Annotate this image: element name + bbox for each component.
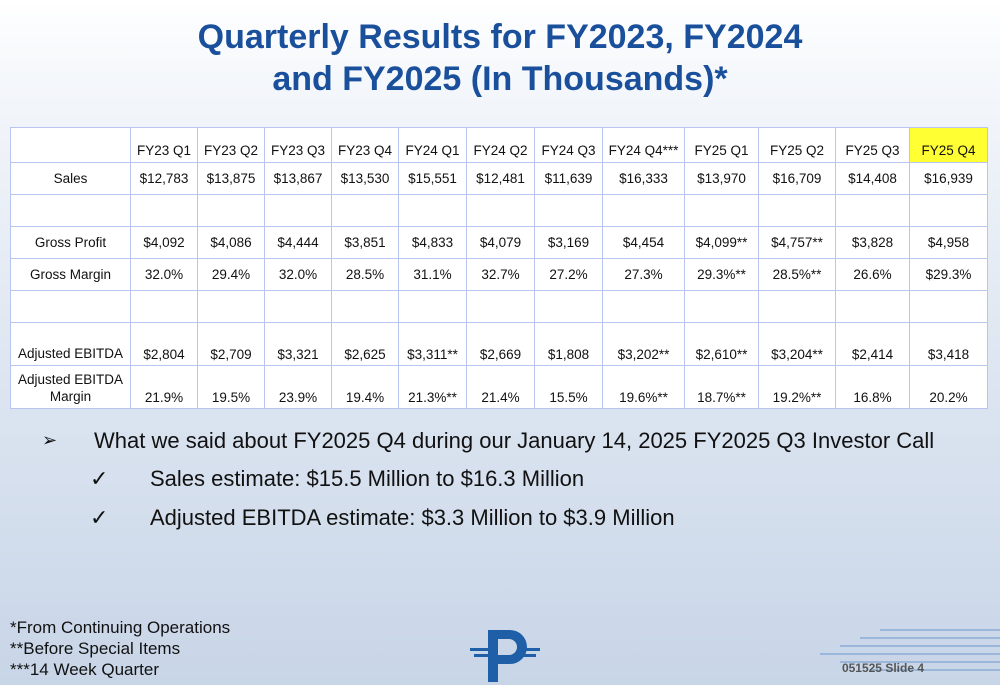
table-cell: $13,530 bbox=[332, 163, 399, 195]
table-cell: $4,757** bbox=[759, 227, 836, 259]
table-cell: $12,481 bbox=[467, 163, 535, 195]
table-cell: $13,867 bbox=[265, 163, 332, 195]
table-row-spacer bbox=[11, 291, 988, 323]
table-row-gross-profit bbox=[11, 227, 988, 259]
table-cell: 21.4% bbox=[467, 366, 535, 409]
table-cell bbox=[910, 291, 988, 323]
table-cell bbox=[11, 291, 131, 323]
table-cell bbox=[265, 291, 332, 323]
table-cell: 29.3%** bbox=[685, 259, 759, 291]
title-line-1: Quarterly Results for FY2023, FY2024 bbox=[197, 18, 803, 56]
table-cell bbox=[603, 291, 685, 323]
table-cell: 31.1% bbox=[399, 259, 467, 291]
footnote-1: *From Continuing Operations bbox=[10, 618, 231, 637]
table-cell: 28.5%** bbox=[759, 259, 836, 291]
table-cell: $13,875 bbox=[198, 163, 265, 195]
table-cell: 16.8% bbox=[836, 366, 910, 409]
table-cell: $4,833 bbox=[399, 227, 467, 259]
quarterly-results-table bbox=[10, 127, 988, 409]
header-cell: FY23 Q4 bbox=[332, 128, 399, 163]
table-cell: $2,669 bbox=[467, 323, 535, 366]
table-cell: $4,958 bbox=[910, 227, 988, 259]
table-cell: 15.5% bbox=[535, 366, 603, 409]
table-cell: $3,202** bbox=[603, 323, 685, 366]
table-row-sales bbox=[11, 163, 988, 195]
row-label: Adjusted EBITDA bbox=[11, 323, 131, 366]
table-row-adjusted-ebitda bbox=[11, 323, 988, 366]
table-cell bbox=[685, 195, 759, 227]
table-cell: $3,311** bbox=[399, 323, 467, 366]
table-cell bbox=[759, 291, 836, 323]
table-cell: $4,454 bbox=[603, 227, 685, 259]
table-cell bbox=[910, 195, 988, 227]
table-cell: $3,321 bbox=[265, 323, 332, 366]
row-label: Gross Margin bbox=[11, 259, 131, 291]
table-cell: $4,092 bbox=[131, 227, 198, 259]
table-cell bbox=[399, 195, 467, 227]
table-cell: 28.5% bbox=[332, 259, 399, 291]
header-cell: FY23 Q3 bbox=[265, 128, 332, 163]
table-cell bbox=[467, 291, 535, 323]
table-cell bbox=[399, 291, 467, 323]
table-cell bbox=[131, 291, 198, 323]
table-cell bbox=[131, 195, 198, 227]
table-cell bbox=[836, 195, 910, 227]
arrow-bullet-icon: ➢ bbox=[42, 430, 58, 450]
table-cell: $14,408 bbox=[836, 163, 910, 195]
table-cell: 29.4% bbox=[198, 259, 265, 291]
table-cell bbox=[11, 195, 131, 227]
table-cell: $2,414 bbox=[836, 323, 910, 366]
table-cell bbox=[535, 291, 603, 323]
table-cell: 26.6% bbox=[836, 259, 910, 291]
decorative-streaks bbox=[760, 628, 1000, 685]
table-cell bbox=[759, 195, 836, 227]
table-cell: $16,709 bbox=[759, 163, 836, 195]
table-header-row bbox=[11, 128, 988, 163]
header-cell: FY24 Q2 bbox=[467, 128, 535, 163]
row-label: Adjusted EBITDA Margin bbox=[11, 366, 131, 409]
table-cell: $2,610** bbox=[685, 323, 759, 366]
check-icon: ✓ bbox=[90, 466, 109, 491]
table-row-spacer bbox=[11, 195, 988, 227]
main-bullet-text: What we said about FY2025 Q4 during our January 14, 2025 FY2025 Q3 Investor Call bbox=[94, 428, 935, 453]
table-cell: 27.2% bbox=[535, 259, 603, 291]
table-row-adjusted-ebitda-margin bbox=[11, 366, 988, 409]
table-cell bbox=[198, 195, 265, 227]
table-cell: $1,808 bbox=[535, 323, 603, 366]
table-cell: $2,625 bbox=[332, 323, 399, 366]
table-cell: $13,970 bbox=[685, 163, 759, 195]
table-cell: $4,079 bbox=[467, 227, 535, 259]
table-cell: 19.5% bbox=[198, 366, 265, 409]
table-cell: $3,169 bbox=[535, 227, 603, 259]
table-cell: 32.0% bbox=[265, 259, 332, 291]
header-cell: FY25 Q3 bbox=[836, 128, 910, 163]
table-cell bbox=[198, 291, 265, 323]
table-cell: 32.7% bbox=[467, 259, 535, 291]
header-cell: FY25 Q2 bbox=[759, 128, 836, 163]
header-cell bbox=[11, 128, 131, 163]
row-label: Sales bbox=[11, 163, 131, 195]
table-cell bbox=[332, 291, 399, 323]
header-cell: FY25 Q1 bbox=[685, 128, 759, 163]
table-cell bbox=[535, 195, 603, 227]
slide-number: 051525 Slide 4 bbox=[841, 661, 924, 675]
table-cell: $11,639 bbox=[535, 163, 603, 195]
sub-bullet-text: Adjusted EBITDA estimate: $3.3 Million to $3.9 Million bbox=[150, 505, 675, 530]
table-cell: 20.2% bbox=[910, 366, 988, 409]
table-cell: 23.9% bbox=[265, 366, 332, 409]
table-cell bbox=[265, 195, 332, 227]
table-cell: 21.9% bbox=[131, 366, 198, 409]
table-cell: $29.3% bbox=[910, 259, 988, 291]
table-cell: 19.4% bbox=[332, 366, 399, 409]
table-cell: 19.6%** bbox=[603, 366, 685, 409]
table-cell: 32.0% bbox=[131, 259, 198, 291]
header-cell-highlighted: FY25 Q4 bbox=[910, 128, 988, 163]
table-cell bbox=[685, 291, 759, 323]
table-cell: $4,086 bbox=[198, 227, 265, 259]
check-icon: ✓ bbox=[90, 505, 109, 530]
table-cell: 19.2%** bbox=[759, 366, 836, 409]
table-cell: $2,709 bbox=[198, 323, 265, 366]
slide-title bbox=[0, 16, 1000, 100]
table-cell bbox=[332, 195, 399, 227]
header-cell: FY24 Q4*** bbox=[603, 128, 685, 163]
table-cell: 21.3%** bbox=[399, 366, 467, 409]
row-label: Gross Profit bbox=[11, 227, 131, 259]
table-cell bbox=[467, 195, 535, 227]
table-row-gross-margin bbox=[11, 259, 988, 291]
header-cell: FY23 Q1 bbox=[131, 128, 198, 163]
title-line-2: and FY2025 (In Thousands)* bbox=[272, 60, 728, 98]
sub-bullet-text: Sales estimate: $15.5 Million to $16.3 Million bbox=[150, 466, 585, 491]
table-cell: $3,418 bbox=[910, 323, 988, 366]
table-cell: $3,851 bbox=[332, 227, 399, 259]
header-cell: FY24 Q1 bbox=[399, 128, 467, 163]
table-cell bbox=[603, 195, 685, 227]
table-cell: $16,939 bbox=[910, 163, 988, 195]
table-cell: $2,804 bbox=[131, 323, 198, 366]
footnote-3: ***14 Week Quarter bbox=[10, 660, 159, 679]
table-cell: $3,204** bbox=[759, 323, 836, 366]
table-cell: $12,783 bbox=[131, 163, 198, 195]
table-cell: $4,099** bbox=[685, 227, 759, 259]
table-cell bbox=[836, 291, 910, 323]
table-cell: $15,551 bbox=[399, 163, 467, 195]
company-logo-icon bbox=[470, 622, 540, 684]
header-cell: FY23 Q2 bbox=[198, 128, 265, 163]
table-cell: $16,333 bbox=[603, 163, 685, 195]
table-cell: $4,444 bbox=[265, 227, 332, 259]
footnotes bbox=[10, 617, 230, 680]
footnote-2: **Before Special Items bbox=[10, 639, 181, 658]
header-cell: FY24 Q3 bbox=[535, 128, 603, 163]
table-cell: 18.7%** bbox=[685, 366, 759, 409]
table-cell: 27.3% bbox=[603, 259, 685, 291]
table-cell: $3,828 bbox=[836, 227, 910, 259]
